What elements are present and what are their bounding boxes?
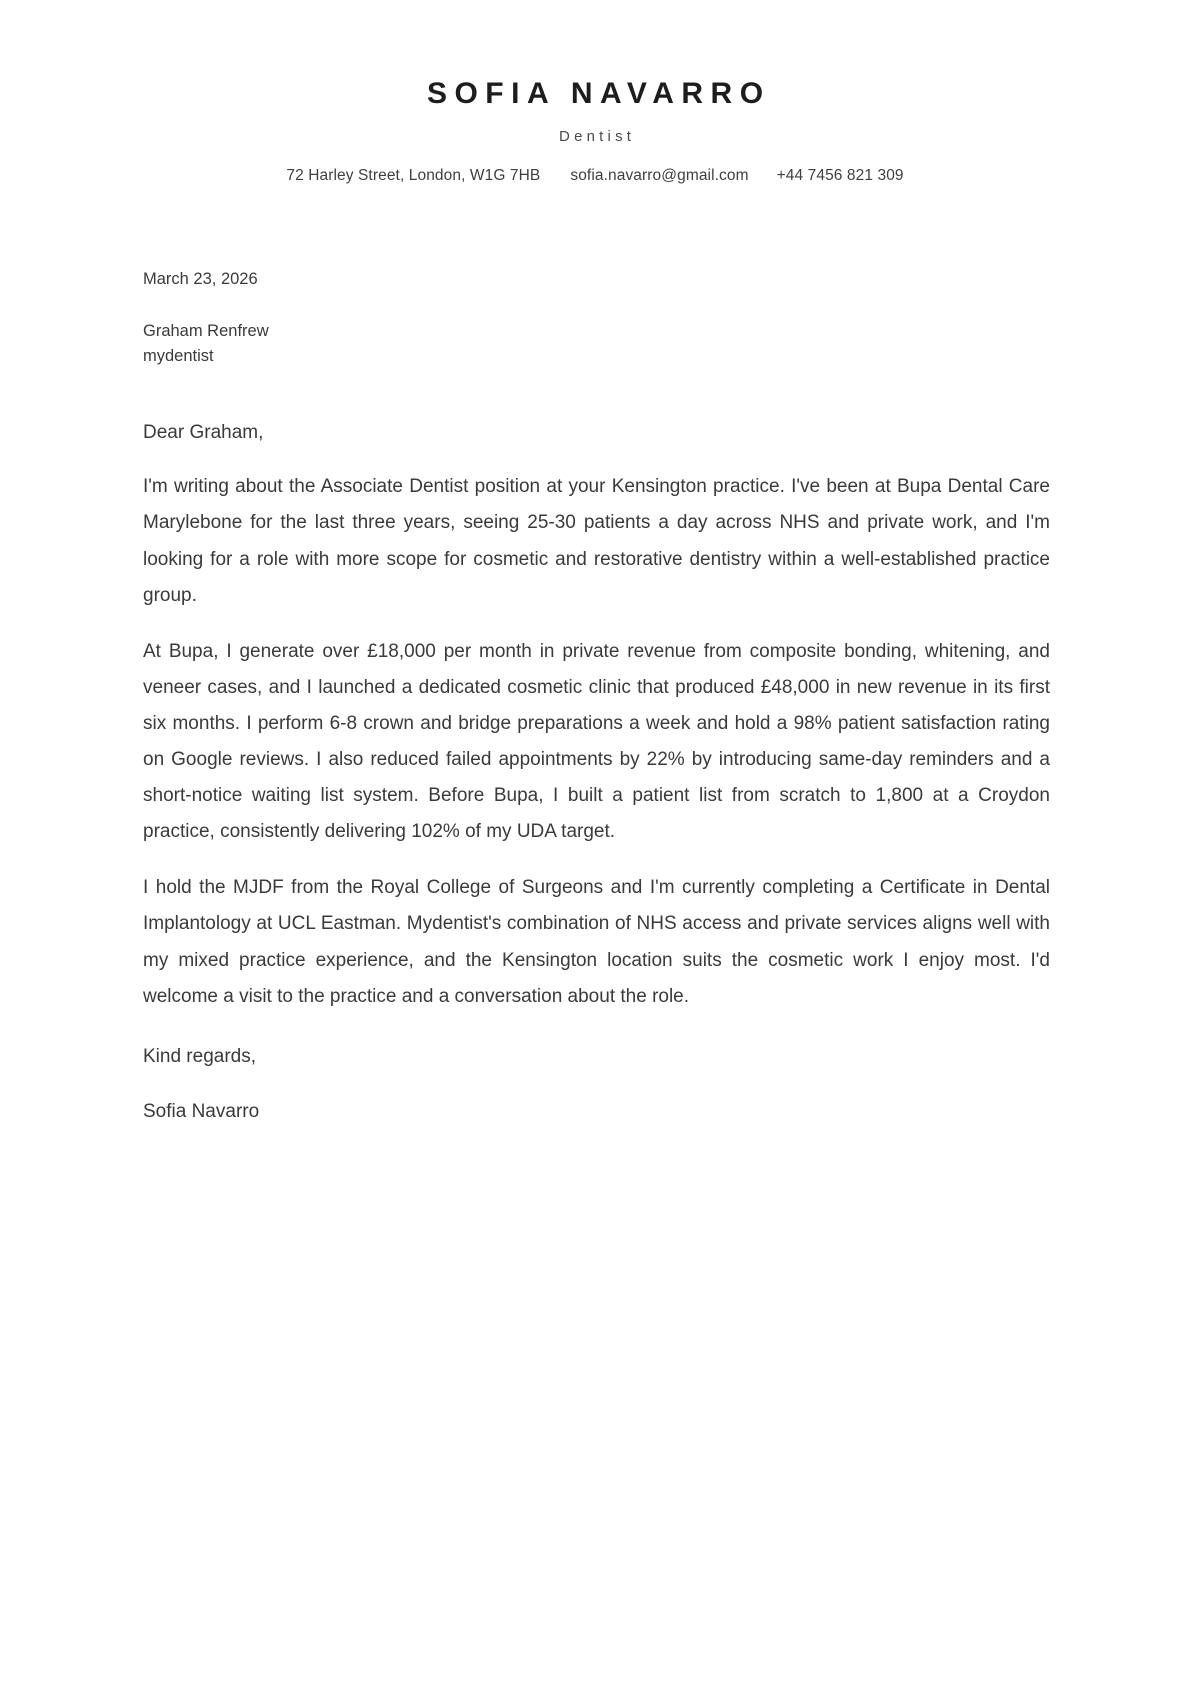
sender-name: SOFIA NAVARRO [426, 77, 771, 110]
recipient-block [143, 319, 1050, 370]
contact-email[interactable]: sofia.navarro@gmail.com [570, 167, 749, 184]
closing-salutation: Kind regards, [143, 1045, 257, 1067]
letter-date: March 23, 2026 [143, 270, 258, 288]
salutation: Dear Graham, [143, 421, 264, 443]
recipient-company: mydentist [143, 347, 214, 366]
body-paragraph: I'm writing about the Associate Dentist position at your Kensington practice. I've been at Bupa Dental Care Marylebone for the last three years, seeing 25-30 patients a day across NHS and private work, and I'm looking for a role with more scope for cosmetic and restorative dentistry within a well-established practice group. [143, 476, 1050, 606]
recipient-name: Graham Renfrew [143, 321, 269, 340]
body-paragraph: At Bupa, I generate over £18,000 per month in private revenue from composite bonding, whitening, and veneer cases, and I launched a dedicated cosmetic clinic that produced £48,000 in new revenue in its first six months. I perform 6-8 crown and bridge preparations a week and hold a 98% patient satisfaction rating on Google reviews. I also reduced failed appointments by 22% by introducing same-day reminders and a short-notice waiting list system. Before Bupa, I built a patient list from scratch to 1,800 at a Croydon practice, consistently delivering 102% of my UDA target. [143, 640, 1050, 843]
body-paragraph: I hold the MJDF from the Royal College of Surgeons and I'm currently completing a Certificate in Dental Implantology at UCL Eastman. Mydentist's combination of NHS access and private services aligns well with my mixed practice experience, and the Kensington location suits the cosmetic work I enjoy most. I'd welcome a visit to the practice and a conversation about the role. [143, 877, 1050, 1007]
contact-address: 72 Harley Street, London, W1G 7HB [286, 167, 541, 184]
sender-job-title: Dentist [559, 128, 636, 145]
contact-line [0, 167, 1190, 185]
letter-header [0, 0, 1190, 185]
contact-phone[interactable]: +44 7456 821 309 [776, 167, 904, 184]
letter-body [140, 267, 1050, 1130]
signature-name: Sofia Navarro [143, 1100, 260, 1122]
